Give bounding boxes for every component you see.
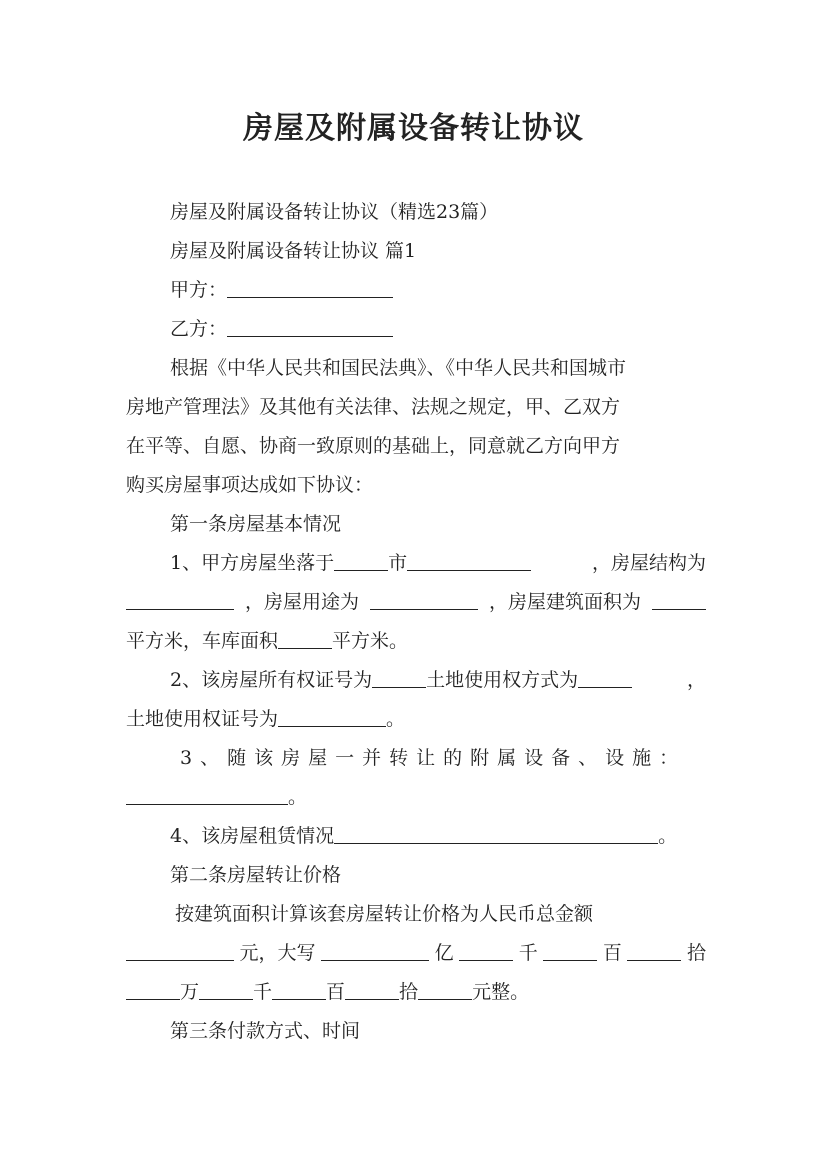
blank-lease (334, 823, 658, 844)
clause-text: ，房屋建筑面积为 (488, 591, 641, 613)
clause-text: ，房屋用途为 (244, 591, 359, 613)
clause-text: 亿 (434, 942, 454, 964)
intro-text: 房地产管理法》及其他有关法律、法规之规定，甲、乙双方 (126, 396, 621, 418)
clause-1-line-2 (126, 589, 706, 615)
intro-text: 根据《中华人民共和国民法典》、《中华人民共和国城市 (170, 357, 627, 379)
clause-text: ，房屋结构为 (591, 552, 706, 574)
clause-3-line-2 (126, 784, 706, 810)
clause-text: 。 (386, 708, 406, 730)
clause-1-line-3 (126, 628, 706, 654)
party-b-blank (227, 316, 393, 337)
clause-text: 4、该房屋租赁情况 (170, 825, 335, 847)
clause-text: 万 (180, 981, 200, 1003)
blank-garage-area (278, 628, 332, 649)
blank-structure (126, 589, 234, 610)
blank-amount (126, 940, 234, 961)
clause-text: 千 (518, 942, 538, 964)
clause-text: 土地使用权方式为 (426, 669, 579, 691)
clause-1-line-1 (170, 550, 706, 576)
clause-text: 拾 (399, 981, 419, 1003)
clause-2-line-1 (170, 667, 706, 693)
intro-line-1 (170, 355, 706, 381)
article-1-heading: 第一条房屋基本情况 (170, 513, 342, 535)
document-title: 房屋及附属设备转让协议 (243, 111, 584, 146)
blank-digit (418, 979, 472, 1000)
clause-text: 千 (253, 981, 273, 1003)
clause-4-line (170, 823, 706, 849)
blank-facilities (126, 784, 288, 805)
clause-text: 土地使用权证号为 (126, 708, 279, 730)
intro-text: 在平等、自愿、协商一致原则的基础上，同意就乙方向甲方 (126, 435, 621, 457)
clause-text: 。 (288, 786, 308, 808)
article-2-heading: 第二条房屋转让价格 (170, 864, 342, 886)
blank-digit (345, 979, 399, 1000)
clause-text: 平方米。 (332, 630, 409, 652)
blank-location (407, 550, 531, 571)
clause-text: 百 (326, 981, 346, 1003)
clause-text: 拾 (686, 942, 706, 964)
clause-text: 3、随该房屋一并转让的附属设备、设施： (180, 747, 687, 769)
blank-land-method (578, 667, 632, 688)
blank-city (334, 550, 388, 571)
party-a-line (170, 277, 706, 303)
blank-digit (272, 979, 326, 1000)
party-a-label: 甲方： (170, 279, 228, 301)
document-subtitle: 房屋及附属设备转让协议（精选23篇） (170, 201, 499, 223)
clause-2-line-2 (126, 706, 706, 732)
blank-digit (126, 979, 180, 1000)
clause-text: 。 (658, 825, 678, 847)
clause-text: 元，大写 (239, 942, 316, 964)
clause-3-line-1 (180, 745, 760, 771)
clause-text: 2、该房屋所有权证号为 (170, 669, 373, 691)
party-b-line (170, 316, 706, 342)
clause-text: 平方米，车库面积 (126, 630, 279, 652)
price-line-1 (175, 901, 706, 927)
article-3-heading: 第三条付款方式、时间 (170, 1020, 361, 1042)
intro-line-3 (126, 433, 706, 459)
blank-uppercase (321, 940, 429, 961)
clause-text: 百 (602, 942, 622, 964)
blank-certificate (372, 667, 426, 688)
party-a-blank (227, 277, 393, 298)
blank-land-certificate (278, 706, 386, 727)
blank-digit (459, 940, 513, 961)
blank-area (652, 589, 706, 610)
clause-text: ， (686, 669, 706, 691)
intro-line-4 (126, 472, 706, 498)
intro-text: 购买房屋事项达成如下协议： (126, 474, 374, 496)
intro-line-2 (126, 394, 706, 420)
clause-text: 元整。 (472, 981, 530, 1003)
blank-digit (543, 940, 597, 961)
blank-digit (627, 940, 681, 961)
clause-text: 1、甲方房屋坐落于 (170, 552, 335, 574)
blank-digit (199, 979, 253, 1000)
price-line-3 (126, 979, 706, 1005)
clause-text: 按建筑面积计算该套房屋转让价格为人民币总金额 (175, 903, 594, 925)
price-line-2 (126, 940, 706, 966)
section-heading: 房屋及附属设备转让协议 篇1 (170, 240, 417, 262)
clause-text: 市 (388, 552, 408, 574)
party-b-label: 乙方： (170, 318, 228, 340)
blank-usage (370, 589, 478, 610)
